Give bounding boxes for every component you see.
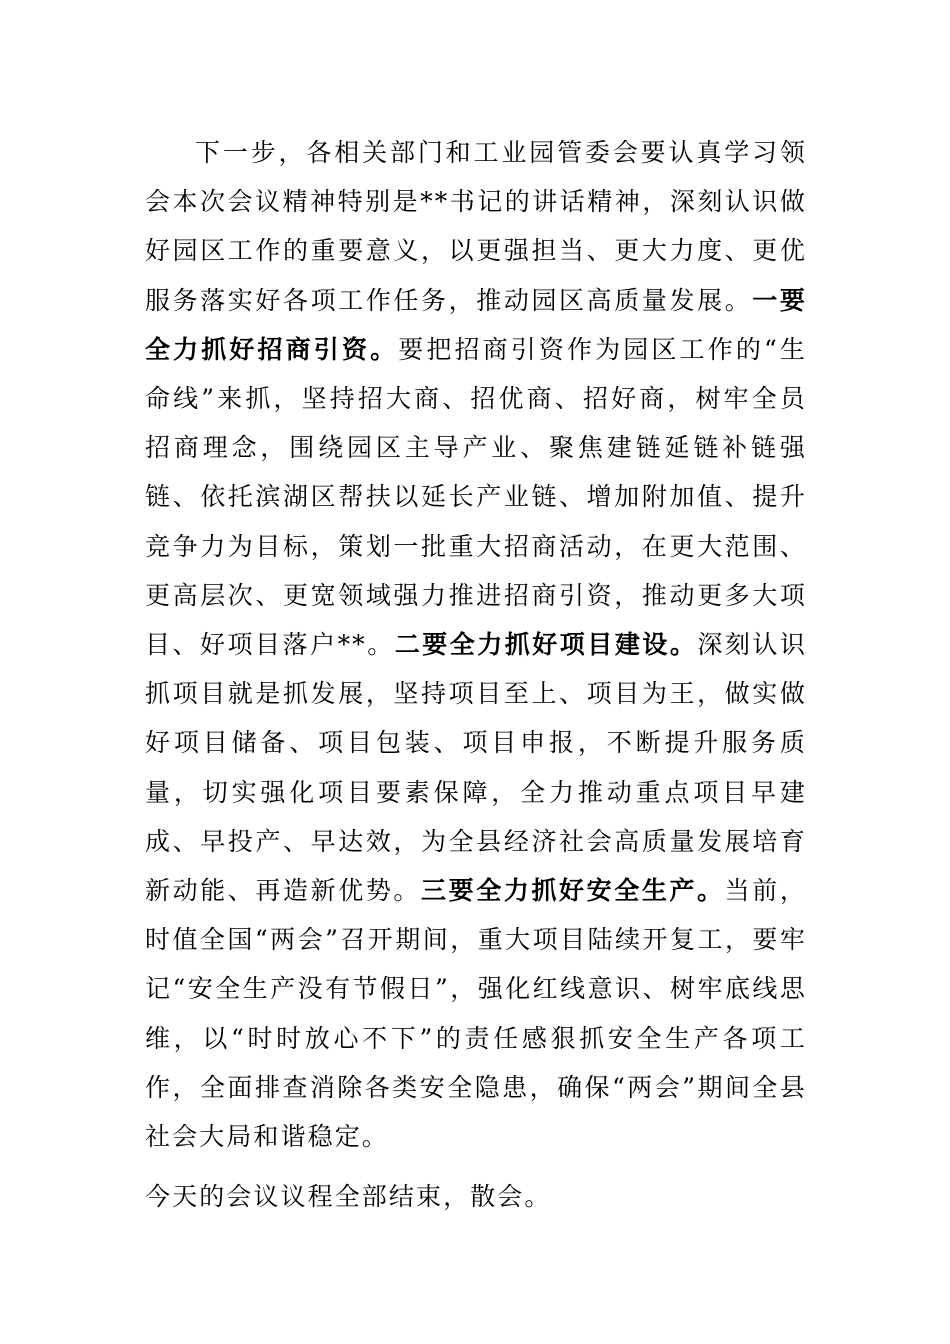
main-paragraph: [145, 128, 807, 1161]
paragraph-intro: 下一步，各相关部门和工业园管委会要认真学习领会本次会议精神特别是**书记的讲话精神，深刻认识做好园区工作的重要意义，以更强担当、更大力度、更优服务落实好各项工作任务，推动园区高质量发展。: [145, 138, 807, 315]
point-one-text: 要把招商引资作为园区工作的“生命线”来抓，坚持招大商、招优商、招好商，树牢全员招商理念，围绕园区主导产业、聚焦建链延链补链强链、依托滨湖区帮扶以延长产业链、增加附加值、提升竞争力为目标，策划一批重大招商活动，在更大范围、更高层次、更宽领域强力推进招商引资，推动更多大项目、好项目落户**。: [145, 334, 807, 660]
point-three-text: 当前，时值全国“两会”召开期间，重大项目陆续开复工，要牢记“安全生产没有节假日”，强化红线意识、树牢底线思维，以“时时放心不下”的责任感狠抓安全生产各项工作，全面排查消除各类安全隐患，确保“两会”期间全县社会大局和谐稳定。: [145, 876, 807, 1152]
document-body: [145, 128, 807, 1221]
closing-line: 今天的会议议程全部结束，散会。: [145, 1182, 552, 1212]
point-one-heading: 一要全力抓好招商引资。: [145, 285, 808, 364]
point-two-heading: 二要全力抓好项目建设。: [394, 630, 698, 660]
point-two-text: 深刻认识抓项目就是抓发展，坚持项目至上、项目为王，做实做好项目储备、项目包装、项目申报，不断提升服务质量，切实强化项目要素保障，全力推动重点项目早建成、早投产、早达效，为全县经济社会高质量发展培育新动能、再造新优势。: [145, 630, 807, 906]
point-three-heading: 三要全力抓好安全生产。: [421, 876, 725, 906]
